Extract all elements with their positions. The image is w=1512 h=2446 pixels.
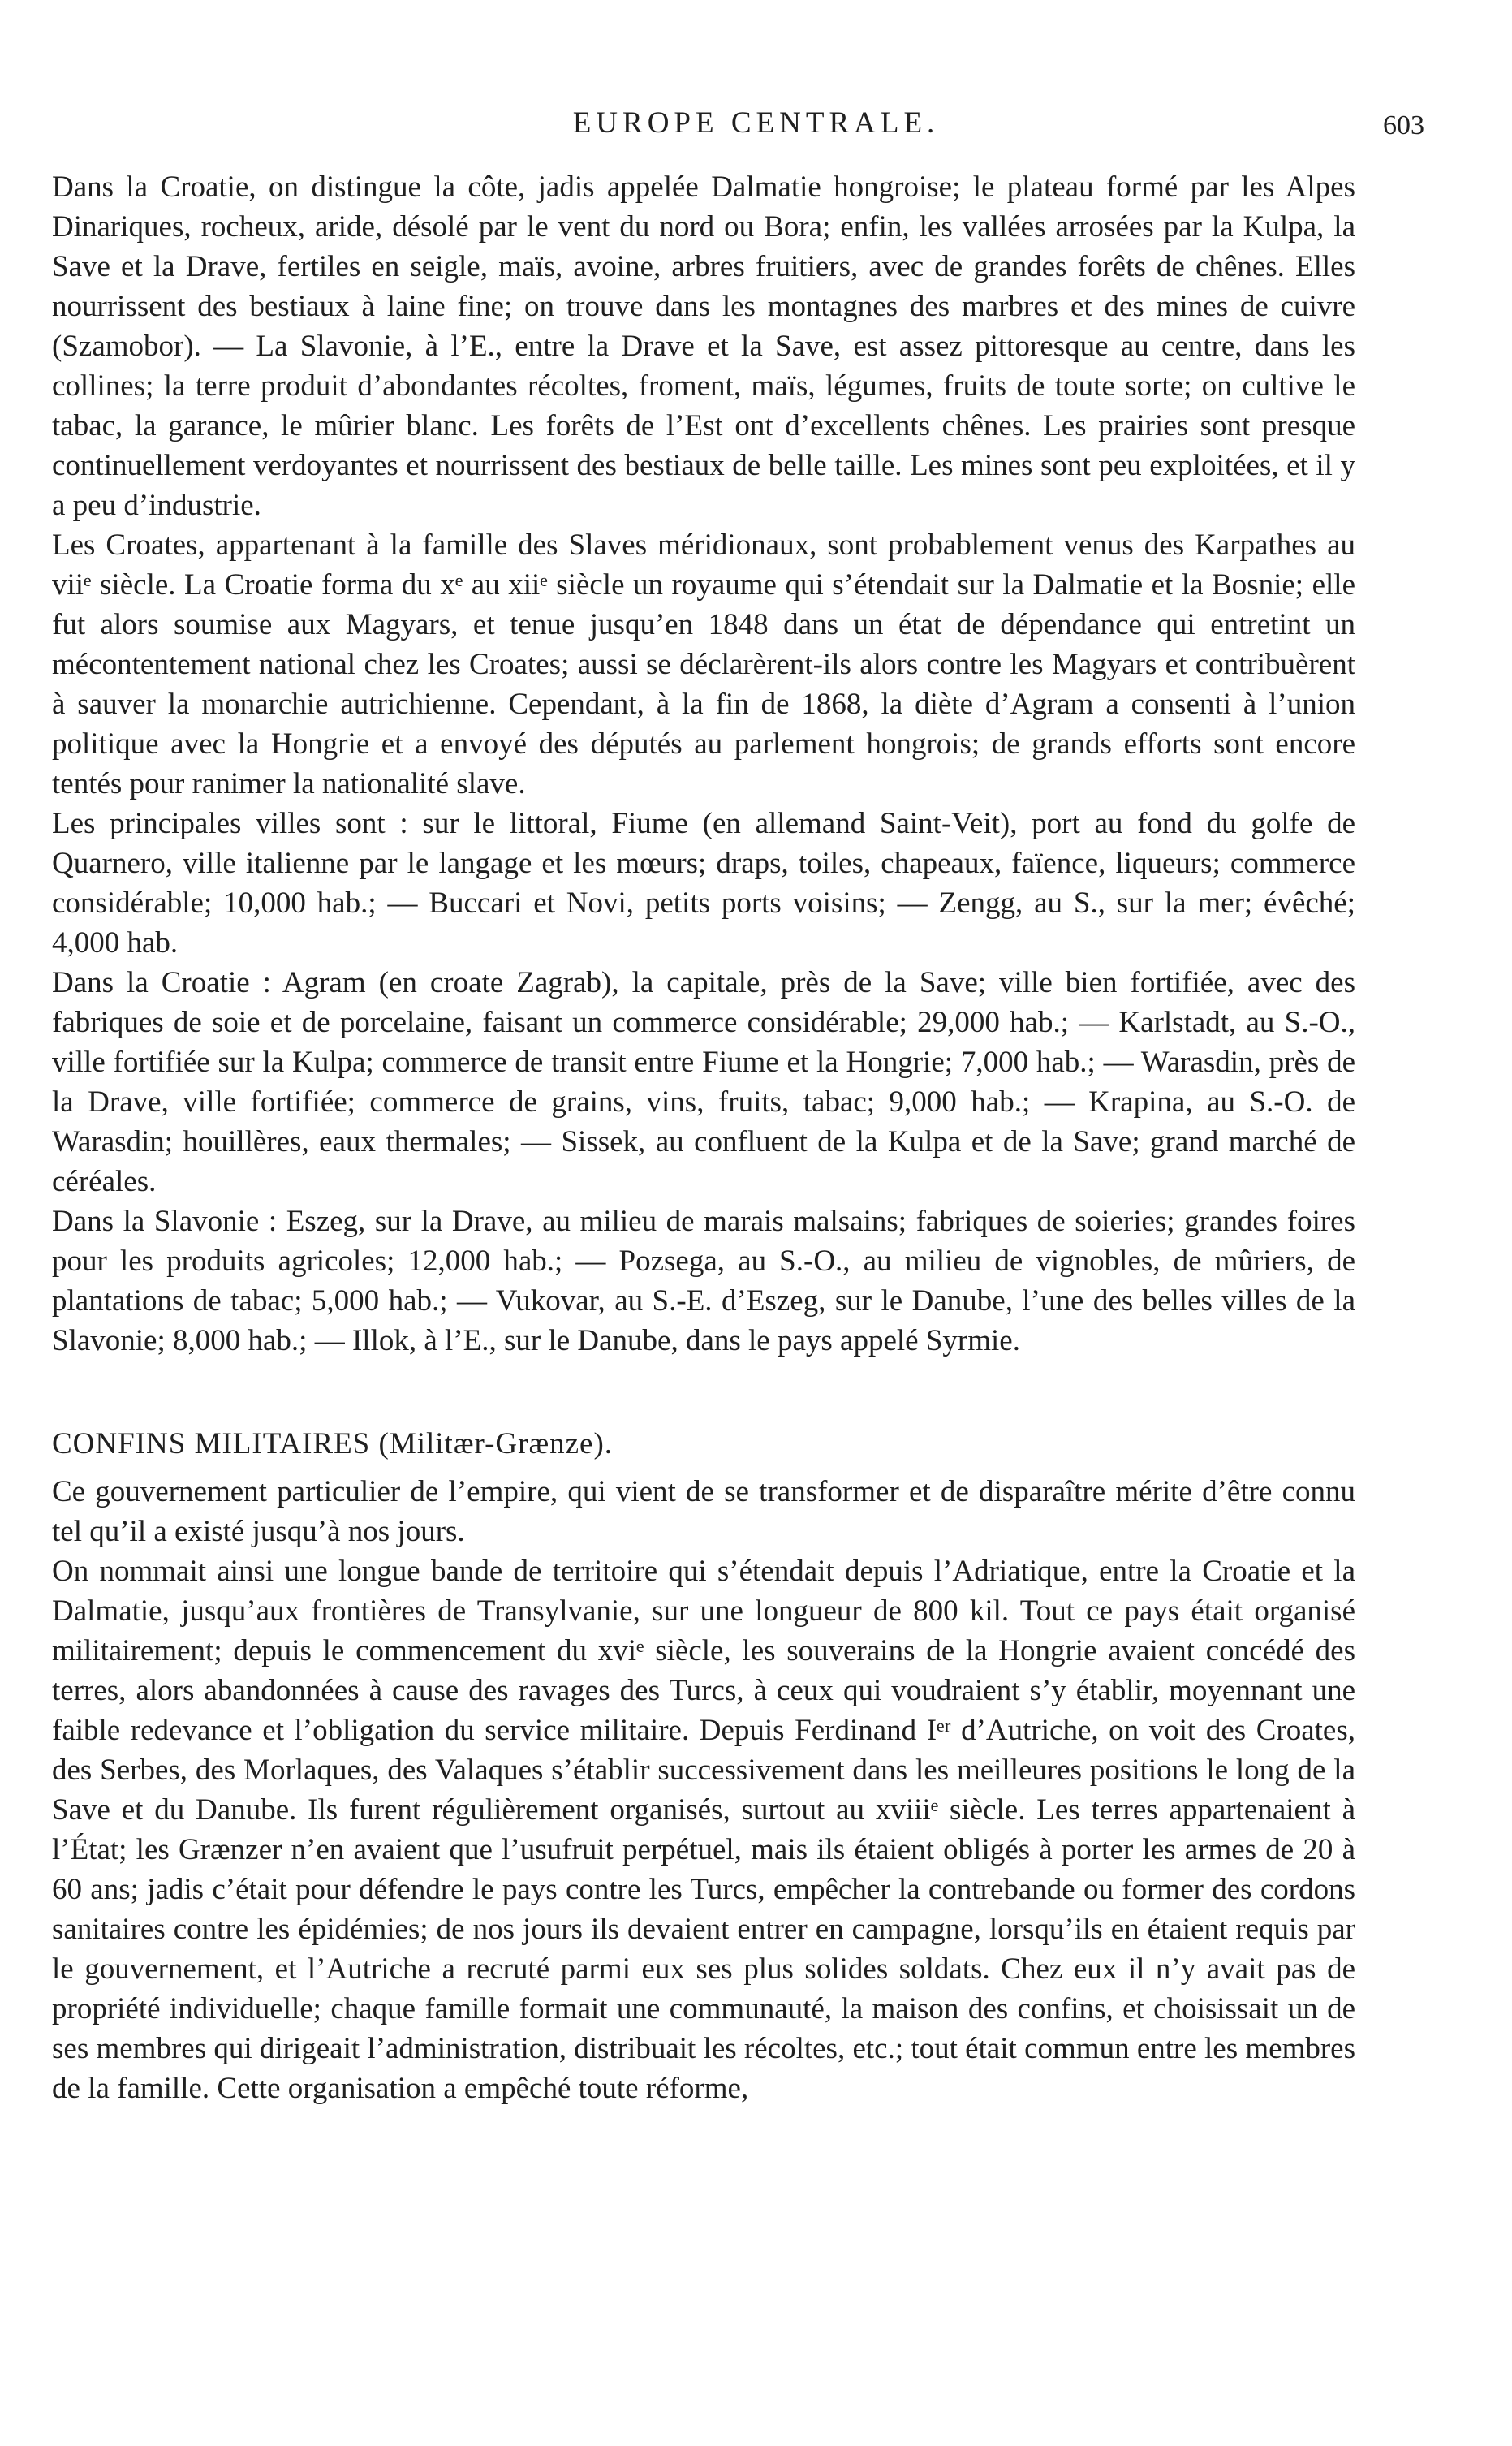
paragraph-slavonia-towns: Dans la Slavonie : Eszeg, sur la Drave, au milieu de marais malsains; fabriques de soieries; grandes foires pour les produits agricoles; 12,000 hab.; — Pozsega, au S.-O., au milieu de vignobles, de mûriers, de plantations de tabac; 5,000 hab.; — Vukovar, au S.-E. d’Eszeg, sur le Danube, l’une des belles villes de la Slavonie; 8,000 hab.; — Illok, à l’E., sur le Danube, dans le pays appelé Syrmie. [52,1205,1355,1357]
paragraph-croatia-towns: Dans la Croatie : Agram (en croate Zagrab), la capitale, près de la Save; ville bien fortifiée, avec des fabriques de soie et de porcelaine, faisant un commerce considérable; 29,000 hab.; — Karlstadt, au S.-O., ville fortifiée sur la Kulpa; commerce de transit entre Fiume et la Hongrie; 7,000 hab.; — Warasdin, près de la Drave, ville fortifiée; commerce de grains, vins, fruits, tabac; 9,000 hab.; — Krapina, au S.-O. de Warasdin; houillères, eaux thermales; — Sissek, au confluent de la Kulpa et de la Save; grand marché de céréales. [52,966,1355,1198]
paragraph-croatia-geography: Dans la Croatie, on distingue la côte, jadis appelée Dalmatie hongroise; le plateau formé par les Alpes Dinariques, rocheux, aride, désolé par le vent du nord ou Bora; enfin, les vallées arrosées par la Kulpa, la Save et la Drave, fertiles en seigle, maïs, avoine, arbres fruitiers, avec de grandes forêts de chênes. Elles nourrissent des bestiaux à laine fine; on trouve dans les montagnes des marbres et des mines de cuivre (Szamobor). — La Slavonie, à l’E., entre la Drave et la Save, est assez pittoresque au centre, dans les collines; la terre produit d’abondantes récoltes, froment, maïs, légumes, fruits de toute sorte; on cultive le tabac, la garance, le mûrier blanc. Les forêts de l’Est ont d’excellents chênes. Les prairies sont presque continuellement verdoyantes et nourrissent des bestiaux de belle taille. Les mines sont peu exploitées, et il y a peu d’industrie. [52,170,1355,522]
body-text [52,167,1355,2108]
paragraph-military-frontier: On nommait ainsi une longue bande de territoire qui s’étendait depuis l’Adriatique, entre la Croatie et la Dalmatie, jusqu’aux frontières de Transylvanie, sur une longueur de 800 kil. Tout ce pays était organisé militairement; depuis le commencement du xviᵉ siècle, les souverains de la Hongrie avaient concédé des terres, alors abandonnées à cause des ravages des Turcs, à ceux qui voudraient s’y établir, moyennant une faible redevance et l’obligation du service militaire. Depuis Ferdinand Iᵉʳ d’Autriche, on voit des Croates, des Serbes, des Morlaques, des Valaques s’établir successivement dans les meilleures positions le long de la Save et du Danube. Ils furent régulièrement organisés, surtout au xviiiᵉ siècle. Les terres appartenaient à l’État; les Grænzer n’en avaient que l’usufruit perpétuel, mais ils étaient obligés à porter les armes de 20 à 60 ans; jadis c’était pour défendre le pays contre les Turcs, empêcher la contrebande ou former des cordons sanitaires contre les épidémies; de nos jours ils devaient entrer en campagne, lorsqu’ils en étaient requis par le gouvernement, et l’Autriche a recruté parmi eux ses plus solides soldats. Chez eux il n’y avait pas de propriété individuelle; chaque famille formait une communauté, la maison des confins, et choisissait un de ses membres qui dirigeait l’administration, distribuait les récoltes, etc.; tout était commun entre les membres de la famille. Cette organisation a empêché toute réforme, [52,1555,1355,2105]
page-number: 603 [1383,110,1424,140]
running-head [49,97,1463,143]
paragraph-croatia-history: Les Croates, appartenant à la famille des Slaves méridionaux, sont probablement venus des Karpathes au viiᵉ siècle. La Croatie forma du xᵉ au xiiᵉ siècle un royaume qui s’étendait sur la Dalmatie et la Bosnie; elle fut alors soumise aux Magyars, et tenue jusqu’en 1848 dans un état de dépendance qui entretint un mécontentement national chez les Croates; aussi se déclarèrent-ils alors contre les Magyars et contribuèrent à sauver la monarchie autrichienne. Cependant, à la fin de 1868, la diète d’Agram a consenti à l’union politique avec la Hongrie et a envoyé des députés au parlement hongrois; de grands efforts sont encore tentés pour ranimer la nationalité slave. [52,528,1355,800]
section-heading: CONFINS MILITAIRES (Militær-Grænze). [52,1427,614,1460]
paragraph-principal-towns: Les principales villes sont : sur le littoral, Fiume (en allemand Saint-Veit), port au fond du golfe de Quarnero, ville italienne par le langage et les mœurs; draps, toiles, chapeaux, faïence, liqueurs; commerce considérable; 10,000 hab.; — Buccari et Novi, petits ports voisins; — Zengg, au S., sur la mer; évêché; 4,000 hab. [52,807,1355,960]
running-title: EUROPE CENTRALE. [572,106,940,140]
paragraph-military-government: Ce gouvernement particulier de l’empire, qui vient de se transformer et de disparaître mérite d’être connu tel qu’il a existé jusqu’à nos jours. [52,1475,1355,1548]
